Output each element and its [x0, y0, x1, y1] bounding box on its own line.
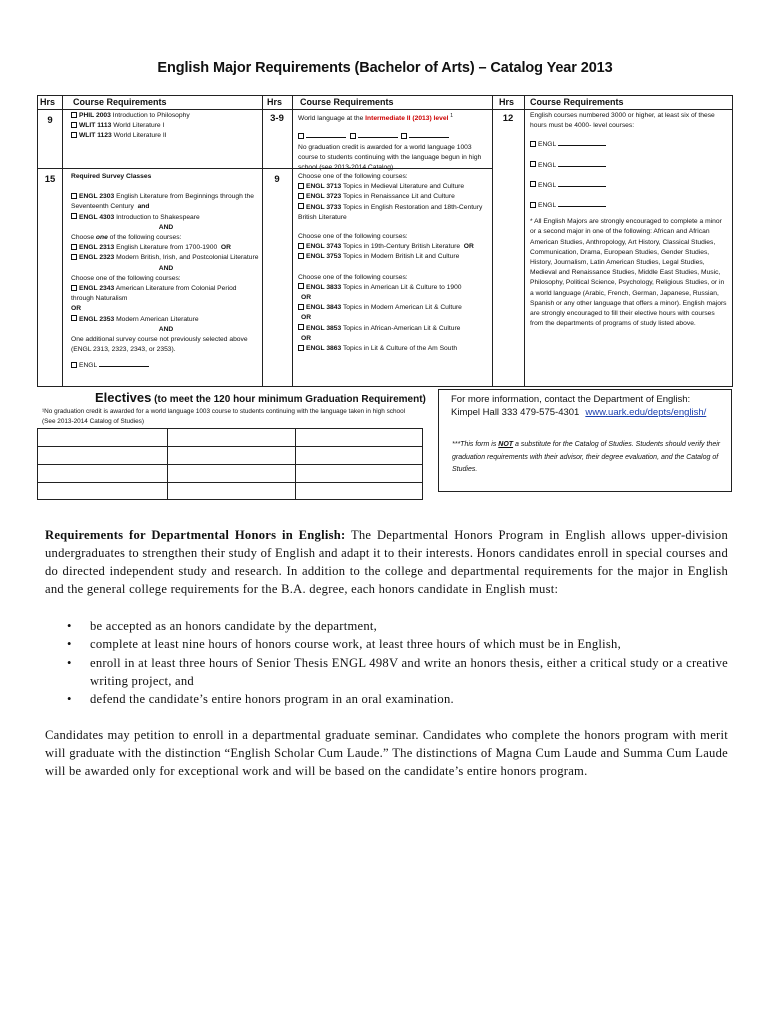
- checkbox[interactable]: [298, 345, 304, 351]
- course-item[interactable]: ENGL 3713 Topics in Medieval Literature and Culture: [298, 182, 490, 192]
- choose-label: Choose one of the following courses:: [298, 273, 408, 281]
- electives-table[interactable]: [37, 428, 423, 500]
- engl-blank[interactable]: ENGL: [530, 181, 728, 191]
- checkbox[interactable]: [71, 213, 77, 219]
- course-item[interactable]: ENGL 2303 English Literature from Beginnings through the Seventeenth Century and: [71, 193, 254, 211]
- survey-title: Required Survey Classes: [71, 173, 152, 180]
- wl-note: No graduation credit is awarded for a world language 1003 course to students continuing with the language begun in high school (see 2013-2014 Catalog): [298, 143, 482, 172]
- wl-blanks[interactable]: [298, 132, 490, 142]
- choose-label: Choose one of the following courses:: [71, 234, 182, 242]
- requirements-grid: [37, 95, 733, 387]
- course-item[interactable]: PHIL 2003 Introduction to Philosophy: [71, 111, 259, 121]
- checkbox[interactable]: [530, 202, 536, 208]
- or-label: OR: [301, 334, 312, 342]
- electives-title: Electives (to meet the 120 hour minimum Graduation Requirement): [95, 390, 426, 405]
- course-header-3: Course Requirements: [530, 97, 624, 107]
- additional-note: One additional survey course not previously selected above (ENGL 2313, 2323, 2343, or 2353).: [71, 336, 248, 354]
- hrs-value: 12: [502, 113, 514, 124]
- disclaimer-note: ***This form is NOT a substitute for the Catalog of Studies. Students should verify their graduation requirements with their advisor, their degree evaluation, and the Catalog of Studies.: [452, 441, 721, 473]
- checkbox[interactable]: [298, 133, 304, 139]
- hrs-value: 9: [47, 115, 53, 126]
- engl-blank[interactable]: ENGL: [71, 361, 261, 371]
- contact-box: [438, 389, 732, 492]
- electives-note: ¹No graduation credit is awarded for a world language 1003 course to students continuing with the language taken in high school (See 2013-2014 Catalog of Studies): [42, 408, 406, 425]
- checkbox[interactable]: [298, 243, 304, 249]
- advanced-courses-section: [530, 111, 728, 329]
- choose-label: Choose one of the following courses:: [298, 233, 408, 241]
- choose-label: Choose one of the following courses:: [71, 274, 181, 282]
- checkbox[interactable]: [71, 122, 77, 128]
- and-label: AND: [158, 264, 174, 272]
- course-item[interactable]: ENGL 3733 Topics in English Restoration and 18th-Century British Literature: [298, 203, 483, 221]
- checkbox[interactable]: [298, 304, 304, 310]
- checkbox[interactable]: [298, 283, 304, 289]
- course-item[interactable]: ENGL 4303 Introduction to Shakespeare: [71, 213, 261, 223]
- checkbox[interactable]: [71, 285, 77, 291]
- list-item: • complete at least nine hours of honors course work, at least three hours of which must be in English,: [67, 637, 621, 652]
- checkbox[interactable]: [298, 253, 304, 259]
- hrs-header-2: Hrs: [267, 97, 283, 107]
- checkbox[interactable]: [298, 193, 304, 199]
- checkbox[interactable]: [71, 244, 77, 250]
- upper-courses-section: [298, 172, 490, 354]
- or-label: OR: [301, 314, 312, 322]
- world-language-section: World language at the Intermediate II (2013) level $^1$ No graduation credit is awarded for a world language 1003 course to students continuing with the language begun in high school (see 2013-2014 Catalog): [298, 111, 490, 173]
- contact-address: Kimpel Hall 333 479-575-4301 www.uark.edu/depts/english/: [451, 407, 707, 418]
- survey-section: [71, 172, 261, 372]
- checkbox[interactable]: [71, 112, 77, 118]
- course-header-2: Course Requirements: [300, 97, 394, 107]
- checkbox[interactable]: [71, 315, 77, 321]
- course-item[interactable]: ENGL 3723 Topics in Renaissance Lit and Culture: [298, 192, 490, 202]
- hrs-value: 15: [44, 174, 56, 185]
- advanced-intro: English courses numbered 3000 or higher, at least six of these hours must be 4000- level courses:: [530, 112, 715, 130]
- list-item: • defend the candidate’s entire honors program in an oral examination.: [67, 691, 454, 706]
- checkbox[interactable]: [530, 181, 536, 187]
- course-item[interactable]: ENGL 2353 Modern American Literature: [71, 315, 261, 325]
- course-item[interactable]: ENGL 3853 Topics in African-American Lit & Culture: [298, 324, 490, 334]
- contact-line: For more information, contact the Department of English:: [451, 394, 691, 405]
- choose-label: Choose one of the following courses:: [298, 173, 408, 180]
- honors-intro: Requirements for Departmental Honors in English: The Departmental Honors Program in English allows upper-division undergraduates to strengthen their study of English and adapt it to their interests. Honors candidates enroll in special courses and do directed independent study and research. In addition to the college and departmental requirements for the major in English and the general college requirements for the B.A. degree, each honors candidate in English must:: [45, 528, 729, 597]
- honors-section: [45, 526, 728, 780]
- course-item[interactable]: ENGL 2323 Modern British, Irish, and Postcolonial Literature: [71, 253, 261, 263]
- and-label: AND: [158, 325, 174, 333]
- core-courses-list: [71, 111, 259, 142]
- engl-blank[interactable]: ENGL: [530, 140, 728, 150]
- course-header-1: Course Requirements: [73, 97, 167, 107]
- hrs-header-3: Hrs: [499, 97, 515, 107]
- list-item: • enroll in at least three hours of Senior Thesis ENGL 498V and write an honors thesis, either a critical study or a creative writing project, and: [67, 655, 728, 688]
- hrs-value: 3-9: [270, 113, 284, 124]
- checkbox[interactable]: [530, 141, 536, 147]
- hrs-value: 9: [274, 174, 280, 185]
- or-label: OR: [301, 294, 312, 302]
- course-item[interactable]: WLIT 1113 World Literature I: [71, 121, 259, 131]
- checkbox[interactable]: [71, 193, 77, 199]
- engl-blank[interactable]: ENGL: [530, 201, 728, 211]
- course-item[interactable]: ENGL 3753 Topics in Modern British Lit and Culture: [298, 252, 490, 262]
- checkbox[interactable]: [298, 203, 304, 209]
- minor-note: * All English Majors are strongly encouraged to complete a minor or a second major in one of the following: African and African American Studies, Anthropology, Art History, Classical Studies, Communication, Drama, European Studies, Gender Studies, History, Journalism, Latin American Studies, Legal Studies, Medieval and Renaissance Studies, Middle East Studies, Music, Philosophy, Political Science, Psychology, Religious Studies, or in a world language (Arabic, French, German, Japanese, Russian, Spanish or any other language that offers a minor). English majors are strongly encouraged to fill their elective hours with courses from the departments of programs of study listed above.: [530, 218, 727, 328]
- hrs-header-1: Hrs: [40, 97, 56, 107]
- checkbox[interactable]: [298, 324, 304, 330]
- checkbox[interactable]: [71, 132, 77, 138]
- honors-requirements-list: [45, 617, 728, 707]
- and-label: AND: [158, 223, 174, 231]
- page-title: English Major Requirements (Bachelor of Arts) – Catalog Year 2013: [157, 60, 613, 76]
- course-item[interactable]: ENGL 3743 Topics in 19th-Century British Literature OR: [298, 242, 490, 252]
- course-item[interactable]: ENGL 2343 American Literature from Colonial Period through Naturalism: [71, 285, 237, 303]
- checkbox[interactable]: [401, 133, 407, 139]
- course-item[interactable]: ENGL 3863 Topics in Lit & Culture of the Am South: [298, 344, 490, 354]
- department-link[interactable]: www.uark.edu/depts/english/: [585, 407, 707, 418]
- course-item[interactable]: WLIT 1123 World Literature II: [71, 131, 259, 141]
- checkbox[interactable]: [530, 161, 536, 167]
- course-item[interactable]: ENGL 3843 Topics in Modern American Lit & Culture: [298, 303, 490, 313]
- checkbox[interactable]: [71, 254, 77, 260]
- list-item: • be accepted as an honors candidate by the department,: [67, 619, 378, 634]
- engl-blank[interactable]: ENGL: [530, 161, 728, 171]
- or-label: OR: [71, 305, 82, 313]
- course-item[interactable]: ENGL 2313 English Literature from 1700-1900 OR: [71, 243, 261, 253]
- checkbox[interactable]: [71, 362, 77, 368]
- checkbox[interactable]: [350, 133, 356, 139]
- course-item[interactable]: ENGL 3833 Topics in American Lit & Culture to 1900: [298, 283, 490, 293]
- checkbox[interactable]: [298, 183, 304, 189]
- honors-closing: Candidates may petition to enroll in a departmental graduate seminar. Candidates who complete the honors program with merit will graduate with the distinction “English Scholar Cum Laude.” The distinctions of Magna Cum Laude and Summa Cum Laude will be awarded only for exceptional work and will be based on the candidate’s entire honors program.: [45, 727, 728, 779]
